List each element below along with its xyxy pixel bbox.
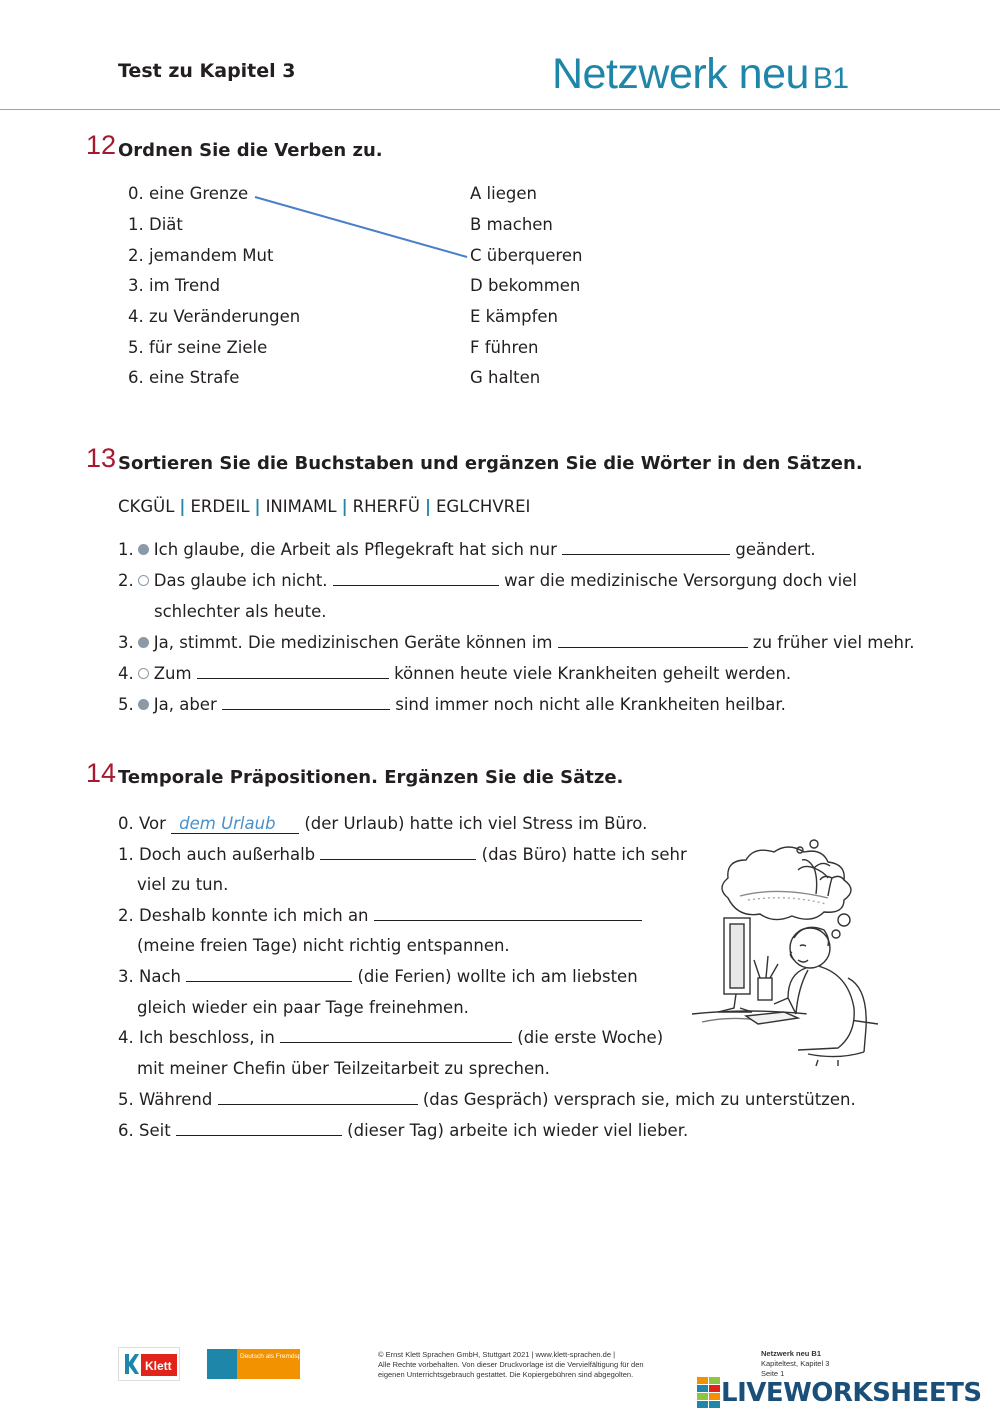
speaker-empty-icon xyxy=(138,668,149,679)
answer-blank[interactable] xyxy=(374,906,642,921)
sentence-number: 1. xyxy=(118,540,134,559)
sentence-number: 3. xyxy=(118,633,134,652)
task-12-left-item[interactable]: 2. jemandem Mut xyxy=(128,246,274,265)
task-14-sentence-3-cont: gleich wieder ein paar Tage freinehmen. xyxy=(137,998,469,1017)
task-12-right-item[interactable]: A liegen xyxy=(470,184,537,203)
match-line-layer xyxy=(0,0,1000,420)
sentence-number: 2. xyxy=(118,571,134,590)
sentence-text: 4. Ich beschloss, in xyxy=(118,1028,275,1047)
task-14-sentence-2 xyxy=(118,906,642,925)
footer-meta xyxy=(761,1349,829,1379)
scrambled-word: RHERFÜ xyxy=(352,497,420,516)
speaker-filled-icon xyxy=(138,637,149,648)
separator: | xyxy=(254,497,261,516)
answer-blank[interactable] xyxy=(218,1090,418,1105)
answer-blank[interactable] xyxy=(280,1028,512,1043)
daf-logo xyxy=(207,1349,318,1379)
sentence-text: (das Gespräch) versprach sie, mich zu unterstützen. xyxy=(422,1090,856,1109)
sentence-text: (das Büro) hatte ich sehr xyxy=(481,845,687,864)
task-12-left-item[interactable]: 1. Diät xyxy=(128,215,183,234)
answer-blank[interactable] xyxy=(320,845,476,860)
liveworksheets-icon xyxy=(697,1377,721,1409)
scrambled-word: CKGÜL xyxy=(118,497,175,516)
sentence-text: Ich glaube, die Arbeit als Pflegekraft hat sich nur xyxy=(153,540,557,559)
task-14-sentence-6 xyxy=(118,1121,688,1140)
sentence-text: Ja, aber xyxy=(153,695,217,714)
copyright-line: eigenen Unterrichtsgebrauch gestattet. Die Kopiergebühren sind abgegolten. xyxy=(378,1370,634,1379)
brand-name: Netzwerk neu xyxy=(552,50,809,98)
separator: | xyxy=(341,497,348,516)
sentence-number: 5. xyxy=(118,695,134,714)
example-answer[interactable]: dem Urlaub xyxy=(171,814,299,834)
task-12-right-item[interactable]: D bekommen xyxy=(470,276,581,295)
task-12-right-item[interactable]: F führen xyxy=(470,338,539,357)
speaker-empty-icon xyxy=(138,575,149,586)
footer-test: Kapiteltest, Kapitel 3 xyxy=(761,1359,830,1368)
task-14-sentence-4-cont: mit meiner Chefin über Teilzeitarbeit zu sprechen. xyxy=(137,1059,550,1078)
task-13-title: Sortieren Sie die Buchstaben und ergänzen Sie die Wörter in den Sätzen. xyxy=(118,453,863,474)
scrambled-word: INIMAML xyxy=(265,497,337,516)
sentence-text: 6. Seit xyxy=(118,1121,171,1140)
scrambled-words xyxy=(118,497,530,516)
task-12-right-item[interactable]: C überqueren xyxy=(470,246,583,265)
task-13-sentence-1 xyxy=(118,540,816,559)
task-14-sentence-3 xyxy=(118,967,638,986)
sentence-text: 3. Nach xyxy=(118,967,181,986)
task-13-sentence-2 xyxy=(118,571,857,590)
sentence-text: 5. Während xyxy=(118,1090,213,1109)
footer-page: Seite 1 xyxy=(761,1369,785,1378)
task-12-left-item[interactable]: 5. für seine Ziele xyxy=(128,338,268,357)
task-13-sentence-2-cont: schlechter als heute. xyxy=(154,602,327,621)
scrambled-word: EGLCHVREI xyxy=(436,497,531,516)
speaker-filled-icon xyxy=(138,699,149,710)
task-13-sentence-5 xyxy=(118,695,786,714)
liveworksheets-text: LIVEWORKSHEETS xyxy=(721,1378,982,1408)
sentence-text: Zum xyxy=(153,664,192,683)
sentence-text: (dieser Tag) arbeite ich wieder viel lieber. xyxy=(347,1121,689,1140)
task-12-title: Ordnen Sie die Verben zu. xyxy=(118,140,383,161)
sentence-text: sind immer noch nicht alle Krankheiten heilbar. xyxy=(395,695,786,714)
daf-logo-text: Deutsch als Fremdsprache xyxy=(240,1353,318,1360)
task-12-left-item[interactable]: 6. eine Strafe xyxy=(128,368,240,387)
brand-level: B1 xyxy=(812,62,849,95)
sentence-number: 4. xyxy=(118,664,134,683)
task-14-sentence-1 xyxy=(118,845,687,864)
daydream-illustration xyxy=(688,838,880,1066)
task-12-left-item[interactable]: 0. eine Grenze xyxy=(128,184,249,203)
sentence-text: Ja, stimmt. Die medizinischen Geräte können im xyxy=(153,633,553,652)
task-12-right-item[interactable]: G halten xyxy=(470,368,541,387)
task-14-sentence-0 xyxy=(118,814,647,834)
sentence-text: können heute viele Krankheiten geheilt werden. xyxy=(394,664,792,683)
copyright-line: © Ernst Klett Sprachen GmbH, Stuttgart 2021 | www.klett-sprachen.de | xyxy=(378,1350,616,1359)
task-12-left-item[interactable]: 3. im Trend xyxy=(128,276,221,295)
match-line xyxy=(255,197,467,257)
sentence-text: war die medizinische Versorgung doch viel xyxy=(504,571,857,590)
task-14-sentence-1-cont: viel zu tun. xyxy=(137,875,229,894)
sentence-text: geändert. xyxy=(735,540,816,559)
task-12-number: 12 xyxy=(86,130,117,160)
sentence-text: 1. Doch auch außerhalb xyxy=(118,845,316,864)
task-13-sentence-3 xyxy=(118,633,914,652)
task-14-sentence-4 xyxy=(118,1028,663,1047)
answer-blank[interactable] xyxy=(197,664,389,679)
sentence-text: Das glaube ich nicht. xyxy=(153,571,328,590)
sentence-text: 2. Deshalb konnte ich mich an xyxy=(118,906,369,925)
task-12-left-item[interactable]: 4. zu Veränderungen xyxy=(128,307,301,326)
task-14-number: 14 xyxy=(86,758,117,788)
klett-logo-text: Klett xyxy=(145,1359,172,1373)
task-12-right-item[interactable]: B machen xyxy=(470,215,553,234)
answer-blank[interactable] xyxy=(176,1121,342,1136)
speaker-filled-icon xyxy=(138,544,149,555)
klett-logo xyxy=(118,1347,180,1381)
answer-blank[interactable] xyxy=(558,633,748,648)
footer-book: Netzwerk neu B1 xyxy=(761,1349,822,1358)
copyright-notice xyxy=(378,1350,708,1380)
task-14-sentence-2-cont: (meine freien Tage) nicht richtig entspannen. xyxy=(137,936,510,955)
task-14-sentence-5 xyxy=(118,1090,856,1109)
sentence-text: (die erste Woche) xyxy=(517,1028,664,1047)
task-13-sentence-4 xyxy=(118,664,791,683)
separator: | xyxy=(179,497,186,516)
scrambled-word: ERDEIL xyxy=(190,497,250,516)
sentence-text: 0. Vor xyxy=(118,814,166,833)
sentence-text: (die Ferien) wollte ich am liebsten xyxy=(357,967,638,986)
task-14-title: Temporale Präpositionen. Ergänzen Sie die Sätze. xyxy=(118,767,624,788)
liveworksheets-watermark xyxy=(697,1377,982,1411)
sentence-text: zu früher viel mehr. xyxy=(752,633,915,652)
answer-blank[interactable] xyxy=(222,695,390,710)
page-title: Test zu Kapitel 3 xyxy=(118,60,296,82)
copyright-line: Alle Rechte vorbehalten. Von dieser Druckvorlage ist die Vervielfältigung für den xyxy=(378,1360,644,1369)
sentence-text: (der Urlaub) hatte ich viel Stress im Büro. xyxy=(304,814,648,833)
answer-blank[interactable] xyxy=(562,540,730,555)
separator: | xyxy=(424,497,431,516)
task-13-number: 13 xyxy=(86,443,117,473)
answer-blank[interactable] xyxy=(186,967,352,982)
answer-blank[interactable] xyxy=(333,571,499,586)
task-12-right-item[interactable]: E kämpfen xyxy=(470,307,559,326)
